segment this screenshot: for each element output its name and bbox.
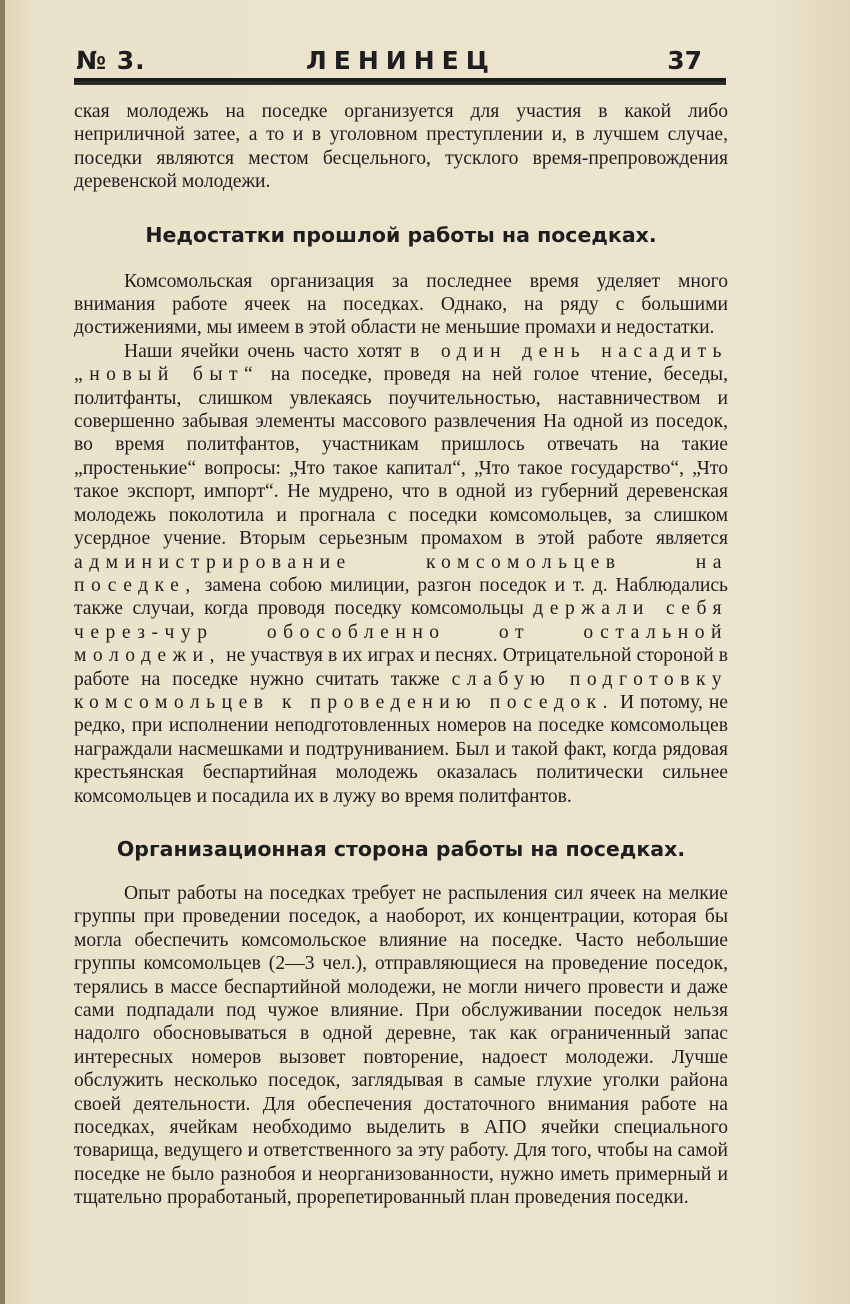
paragraph: Опыт работы на поседках требует не распыления сил ячеек на мелкие группы при проведении поседок, а наоборот, их концентрации, которая бы могла обеспечить комсомольское влияние на поседке. Часто небольшие группы комсомольцев (2—3 чел.), отправляющиеся на проведение поседок, терялись в массе беспартийной молодежи, не могли ничего провести и даже сами подпадали под чужое влияние. При обслуживании поседок нельзя надолго обосновываться в одной деревне, так как ограниченный запас интересных номеров вызовет повторение, надоест молодежи. Лучше обслужить несколько поседок, заглядывая в самые глухие уголки района своей деятельности. Для обеспечения достаточного внимания работе на поседках, ячейкам необходимо выделить в АПО ячейки специального товарища, ведущего и ответственного за эту работу. Для того, чтобы на самой поседке не было разнобоя и неорганизованности, нужно иметь примерный и тщательно проработаный, прорепетированный план проведения поседки. [74, 882, 728, 1209]
page-header [74, 40, 728, 80]
spaced-emphasis: в один день насадить „новый быт“ [74, 340, 728, 386]
spaced-emphasis: держали себя через-чур обособленно от остальной молодежи, [74, 598, 728, 667]
text-run: не участвуя в их играх и песнях. Отрицательной стороной в работе на поседке нужно считать также [74, 645, 729, 690]
section-heading-shortcomings: Недостатки прошлой работы на поседках. [145, 222, 657, 247]
text-run: замена собою милиции, разгон поседок и т. д. Наблюдались также случаи, когда проводя поседку комсомольцы [74, 574, 728, 620]
text-run: Наши ячейки очень часто хотят [124, 340, 402, 362]
section-heading-organization: Организационная сторона работы на поседках. [116, 836, 686, 861]
paragraph [74, 340, 728, 808]
page-number: 37 [667, 46, 702, 75]
intro-paragraph: ская молодежь на поседке организуется для участия в какой либо неприличной затее, а то и в уголовном преступлении и, в лучшем случае, поседки являются местом бесцельного, тусклого время-препровождения деревенской молодежи. [74, 101, 728, 193]
spaced-emphasis: слабую подготовку комсомольцев к проведению поседок. [74, 668, 728, 713]
magazine-title: ЛЕНИНЕЦ [306, 46, 496, 75]
issue-number: № 3. [76, 46, 146, 75]
spaced-emphasis: администрирование комсомольцев на поседке, [74, 551, 728, 596]
text-run: на поседке, проведя на ней голое чтение, беседы, политфанты, слишком увлекаясь поучительностью, наставничеством и совершенно забывая элементы массового развлечения На одной из поседок, во время политфантов, участникам пришлось отвечать на такие „простенькие“ вопросы: „Что такое капитал“, „Что такое государство“, „Что такое экспорт, импорт“. Не мудрено, что в одной из губерний деревенская молодежь поколотила и прогнала с поседки комсомольцев, за слишком усердное учение. Вторым серьезным промахом в этой работе является [74, 364, 728, 550]
paragraph: Комсомольская организация за последнее время уделяет много внимания работе ячеек на поседках. Однако, на ряду с большими достижениями, мы имеем в этой области не меньшие промахи и недостатки. [74, 270, 728, 339]
header-rule [74, 78, 726, 85]
page-edge [0, 0, 5, 1304]
article-body [74, 100, 728, 1210]
text-run: И потому, не редко, при исполнении неподготовленных номеров на поседке комсомольцев награждали насмешками и подтруниванием. Был и такой факт, когда рядовая крестьянская беспартийная молодежь оказалась политически сильнее комсомольцев и посадила их в лужу во время политфантов. [74, 691, 728, 807]
